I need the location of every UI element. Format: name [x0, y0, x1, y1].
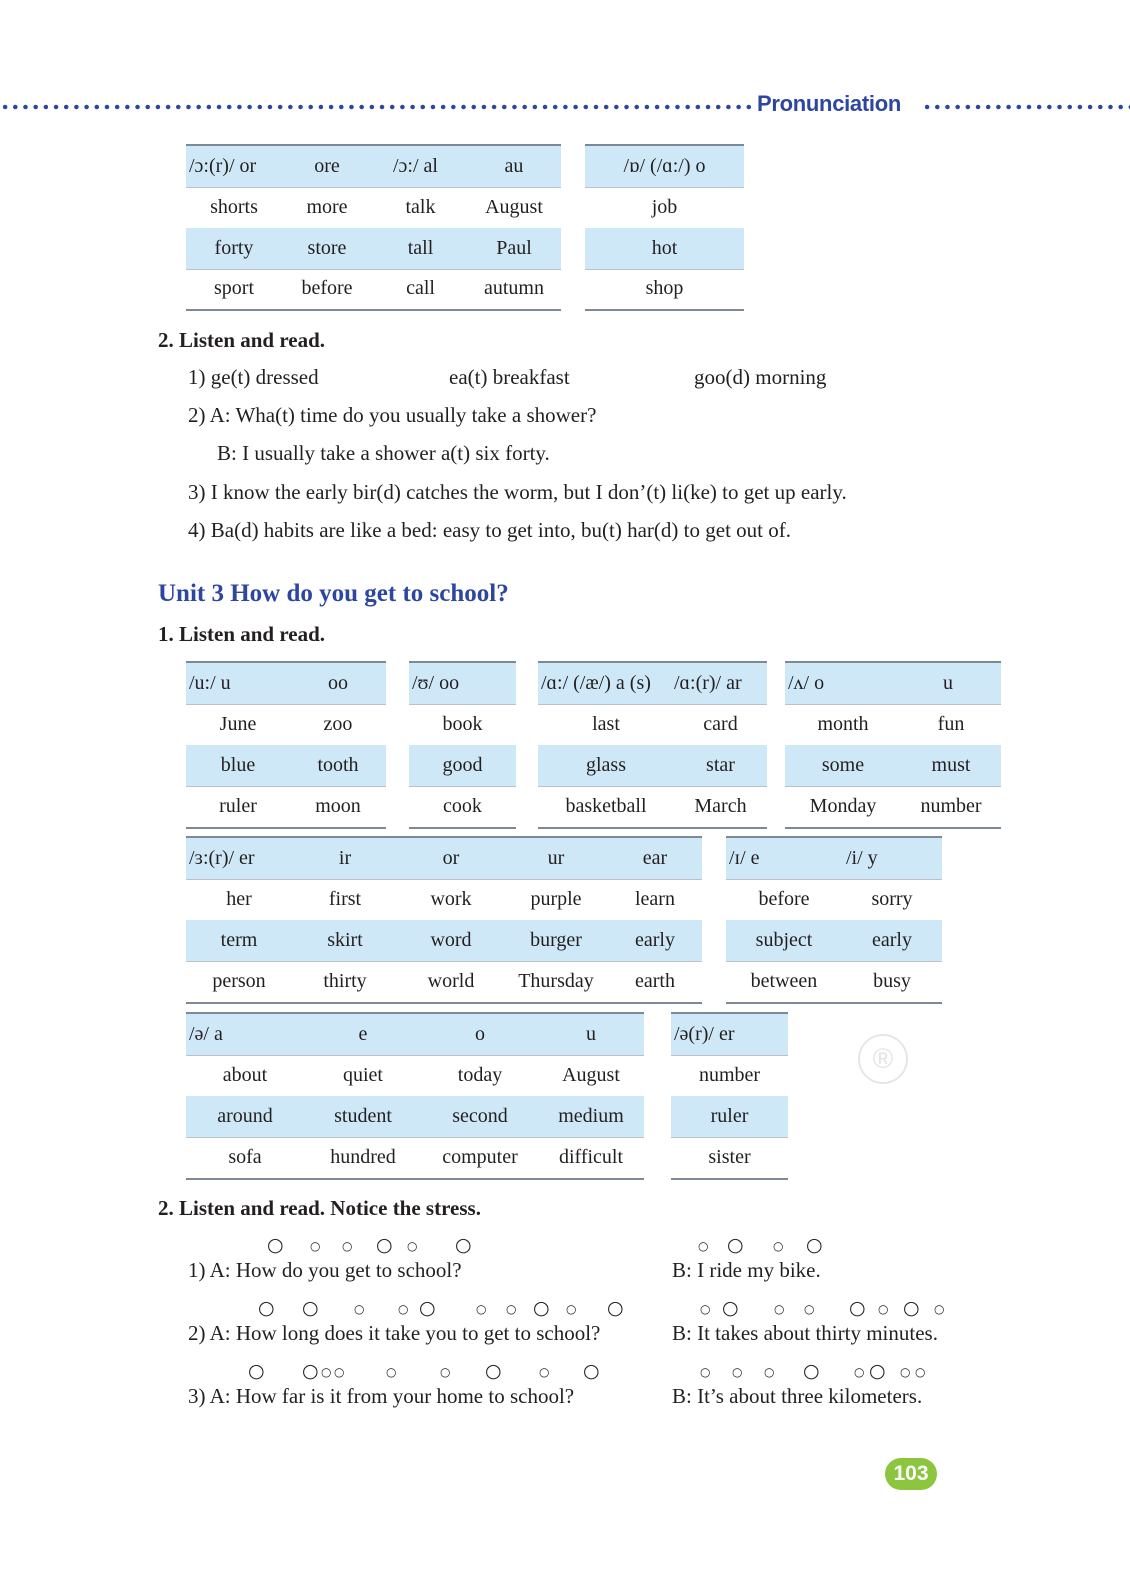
table-row [186, 1137, 644, 1180]
table-cell: Thursday [518, 970, 594, 992]
weak-circle: ○ [407, 1239, 418, 1253]
table-cell: cook [443, 795, 482, 817]
weak-circle: ○ [321, 1365, 332, 1379]
weak-circle: ○ [700, 1302, 711, 1316]
weak-circle: ○ [804, 1302, 815, 1316]
table-cell: August [485, 196, 543, 218]
head-cell: /u:/ u [189, 672, 231, 694]
table-cell: good [442, 754, 483, 776]
table-cell: number [920, 795, 982, 817]
table-cell: ruler [219, 795, 257, 817]
page-number-badge: 103 [885, 1458, 937, 1490]
table-cell: subject [755, 929, 813, 951]
stress-circle: ○ [248, 1360, 265, 1382]
unit-title: Unit 3 How do you get to school? [158, 580, 509, 607]
header-dots-left [0, 104, 752, 110]
weak-circle: ○ [774, 1302, 785, 1316]
table-cell: forty [214, 237, 254, 259]
table-row [186, 745, 386, 787]
table-row [186, 879, 702, 921]
table-o-short [585, 144, 744, 308]
table-cell: first [328, 888, 362, 910]
table-or-al [186, 144, 561, 308]
table-o-u [785, 661, 1001, 827]
stress-circle: ○ [803, 1360, 820, 1382]
head-cell: oo [328, 672, 348, 694]
table-head [538, 661, 767, 705]
table-cell: moon [315, 795, 361, 817]
table-cell: second [452, 1105, 508, 1127]
table-cell: last [592, 713, 620, 735]
table-cell: burger [530, 929, 582, 951]
head-cell: e [358, 1023, 368, 1045]
table-cell: before [301, 277, 353, 299]
stress-circle: ○ [903, 1297, 920, 1319]
table-cell: more [306, 196, 348, 218]
table-row [186, 187, 561, 229]
stress-circle: ○ [485, 1360, 502, 1382]
table-cell: difficult [558, 1146, 624, 1168]
table-row [186, 920, 702, 962]
table-cell: sport [214, 277, 254, 299]
table-cell: person [212, 970, 266, 992]
section-title: 2. Listen and read. Notice the stress. [158, 1196, 481, 1220]
stress-circle: ○ [302, 1360, 319, 1382]
weak-circle: ○ [334, 1365, 345, 1379]
table-cell: zoo [323, 713, 353, 735]
dialogue-line-b: B: It takes about thirty minutes. [672, 1321, 938, 1345]
table-cell: must [931, 754, 971, 776]
table-row [726, 961, 942, 1004]
sentence-line: 4) Ba(d) habits are like a bed: easy to get into, bu(t) har(d) to get out of. [188, 518, 791, 542]
weak-circle: ○ [700, 1365, 711, 1379]
table-row [726, 920, 942, 962]
table-cell: basketball [565, 795, 647, 817]
table-cell: skirt [327, 929, 363, 951]
table-cell: her [226, 888, 252, 910]
head-cell: /ə/ a [189, 1023, 223, 1045]
stress-circle: ○ [419, 1297, 436, 1319]
table-cell: purple [530, 888, 582, 910]
head-cell: ear [642, 847, 668, 869]
table-cell: card [703, 713, 738, 735]
table-cell: hundred [330, 1146, 396, 1168]
table-cell: sister [708, 1146, 751, 1168]
phrase-line: ea(t) breakfast [449, 365, 570, 389]
table-row [186, 786, 386, 829]
head-cell: u [943, 672, 953, 694]
head-cell: /ɔ:(r)/ or [189, 155, 257, 177]
table-row [186, 228, 561, 270]
table-head [186, 836, 702, 880]
head-cell: u [586, 1023, 596, 1045]
weak-circle: ○ [878, 1302, 889, 1316]
table-head [186, 144, 561, 188]
sentence-line: B: I usually take a shower a(t) six forty. [217, 441, 550, 465]
table-cell: world [427, 970, 475, 992]
table-row [671, 1137, 788, 1180]
stress-circle: ○ [607, 1297, 624, 1319]
table-head [785, 661, 1001, 705]
weak-circle: ○ [354, 1302, 365, 1316]
table-cell: tooth [317, 754, 359, 776]
stress-circle: ○ [869, 1360, 886, 1382]
table-cell: earth [635, 970, 675, 992]
table-row [671, 1096, 788, 1138]
table-head [726, 836, 942, 880]
table-row [585, 228, 744, 270]
table-cell: word [430, 929, 472, 951]
table-row [726, 879, 942, 921]
weak-circle: ○ [506, 1302, 517, 1316]
head-cell: o [475, 1023, 485, 1045]
dialogue-line-a: 2) A: How long does it take you to get to school? [188, 1321, 601, 1345]
stress-circle: ○ [583, 1360, 600, 1382]
weak-circle: ○ [915, 1365, 926, 1379]
table-cell: student [334, 1105, 392, 1127]
table-head [585, 144, 744, 188]
table-cell: fun [937, 713, 965, 735]
table-cell: Paul [496, 237, 532, 259]
table-cell: sorry [871, 888, 913, 910]
table-head [671, 1012, 788, 1056]
sentence-line: 2) A: Wha(t) time do you usually take a shower? [188, 403, 597, 427]
table-cell: star [706, 754, 735, 776]
weak-circle: ○ [732, 1365, 743, 1379]
table-row [671, 1055, 788, 1097]
table-cell: quiet [343, 1064, 383, 1086]
table-cell: sofa [228, 1146, 262, 1168]
table-row [538, 786, 767, 829]
head-cell: /ɪ/ e [729, 847, 760, 869]
stress-circle: ○ [455, 1234, 472, 1256]
table-cell: today [457, 1064, 503, 1086]
head-cell: au [504, 155, 524, 177]
table-cell: Monday [809, 795, 877, 817]
header-title: Pronunciation [757, 91, 901, 116]
weak-circle: ○ [698, 1239, 709, 1253]
phrase-line: goo(d) morning [694, 365, 827, 389]
header-dots-right [922, 104, 1130, 110]
table-cell: term [220, 929, 258, 951]
table-schwa [186, 1012, 644, 1178]
head-cell: /ɑ:(r)/ ar [674, 672, 742, 694]
table-cell: computer [442, 1146, 518, 1168]
head-cell: /ɜ:(r)/ er [189, 847, 255, 869]
stress-circle: ○ [849, 1297, 866, 1319]
table-row [186, 704, 386, 746]
table-row [186, 1055, 644, 1097]
table-cell: June [219, 713, 257, 735]
table-row [785, 786, 1001, 829]
table-cell: before [758, 888, 810, 910]
head-cell: ore [314, 155, 340, 177]
table-row [785, 745, 1001, 787]
head-cell: /ɔ:/ al [393, 155, 438, 177]
stress-circle: ○ [806, 1234, 823, 1256]
table-row [409, 786, 516, 829]
table-cell: some [821, 754, 865, 776]
table-e-y [726, 836, 942, 1002]
table-cell: early [635, 929, 675, 951]
table-cell: ruler [710, 1105, 749, 1127]
head-cell: or [442, 847, 460, 869]
table-er-ir [186, 836, 702, 1002]
table-cell: medium [558, 1105, 624, 1127]
table-cell: thirty [323, 970, 367, 992]
head-cell: ir [338, 847, 352, 869]
table-a-ar [538, 661, 767, 827]
stress-circle: ○ [258, 1297, 275, 1319]
dialogue-line-b: B: I ride my bike. [672, 1258, 821, 1282]
phrase-line: 1) ge(t) dressed [188, 365, 319, 389]
table-cell: autumn [484, 277, 544, 299]
table-cell: number [698, 1064, 761, 1086]
head-cell: /ɒ/ (/ɑ:/) o [623, 155, 706, 177]
table-head [186, 1012, 644, 1056]
table-cell: talk [405, 196, 436, 218]
table-cell: March [694, 795, 747, 817]
table-cell: hot [651, 237, 678, 259]
table-cell: around [217, 1105, 273, 1127]
weak-circle: ○ [398, 1302, 409, 1316]
sentence-line: 3) I know the early bir(d) catches the worm, but I don’(t) li(ke) to get up early. [188, 480, 847, 504]
table-cell: store [307, 237, 347, 259]
head-cell: /ʊ/ oo [412, 672, 460, 694]
stress-circle: ○ [722, 1297, 739, 1319]
table-row [538, 745, 767, 787]
table-row [409, 745, 516, 787]
table-cell: busy [873, 970, 911, 992]
table-cell: about [222, 1064, 268, 1086]
table-cell: learn [635, 888, 675, 910]
dialogue-line-a: 3) A: How far is it from your home to school? [188, 1384, 575, 1408]
weak-circle: ○ [773, 1239, 784, 1253]
head-cell: ur [547, 847, 565, 869]
weak-circle: ○ [342, 1239, 353, 1253]
registered-watermark: ® [858, 1034, 908, 1084]
table-cell: between [750, 970, 818, 992]
table-cell: work [430, 888, 472, 910]
table-cell: shorts [210, 196, 258, 218]
weak-circle: ○ [440, 1365, 451, 1379]
table-cell: month [817, 713, 869, 735]
table-cell: book [442, 713, 483, 735]
table-oo-short [409, 661, 516, 827]
table-row [409, 704, 516, 746]
table-row [585, 268, 744, 311]
table-cell: call [406, 277, 435, 299]
table-cell: tall [407, 237, 434, 259]
stress-circle: ○ [727, 1234, 744, 1256]
weak-circle: ○ [566, 1302, 577, 1316]
table-schwa-r [671, 1012, 788, 1178]
head-cell: /i/ y [846, 847, 878, 869]
weak-circle: ○ [934, 1302, 945, 1316]
table-cell: shop [645, 277, 684, 299]
table-head [186, 661, 386, 705]
table-cell: early [872, 929, 912, 951]
section-title: 2. Listen and read. [158, 328, 326, 352]
table-row [585, 187, 744, 229]
head-cell: /ɑ:/ (/æ/) a (s) [541, 672, 651, 694]
stress-circle: ○ [267, 1234, 284, 1256]
table-head [409, 661, 516, 705]
stress-circle: ○ [376, 1234, 393, 1256]
table-cell: August [562, 1064, 620, 1086]
weak-circle: ○ [386, 1365, 397, 1379]
weak-circle: ○ [764, 1365, 775, 1379]
dialogue-line-b: B: It’s about three kilometers. [672, 1384, 923, 1408]
section-title: 1. Listen and read. [158, 622, 326, 646]
table-cell: glass [586, 754, 626, 776]
table-row [538, 704, 767, 746]
weak-circle: ○ [900, 1365, 911, 1379]
table-u-oo [186, 661, 386, 827]
head-cell: /ʌ/ o [788, 672, 825, 694]
table-row [785, 704, 1001, 746]
table-row [186, 268, 561, 311]
table-cell: blue [220, 754, 256, 776]
table-row [186, 1096, 644, 1138]
table-row [186, 961, 702, 1004]
weak-circle: ○ [854, 1365, 865, 1379]
stress-circle: ○ [533, 1297, 550, 1319]
head-cell: /ə(r)/ er [674, 1023, 735, 1045]
weak-circle: ○ [310, 1239, 321, 1253]
table-cell: job [651, 196, 678, 218]
stress-circle: ○ [302, 1297, 319, 1319]
weak-circle: ○ [476, 1302, 487, 1316]
dialogue-line-a: 1) A: How do you get to school? [188, 1258, 462, 1282]
weak-circle: ○ [539, 1365, 550, 1379]
